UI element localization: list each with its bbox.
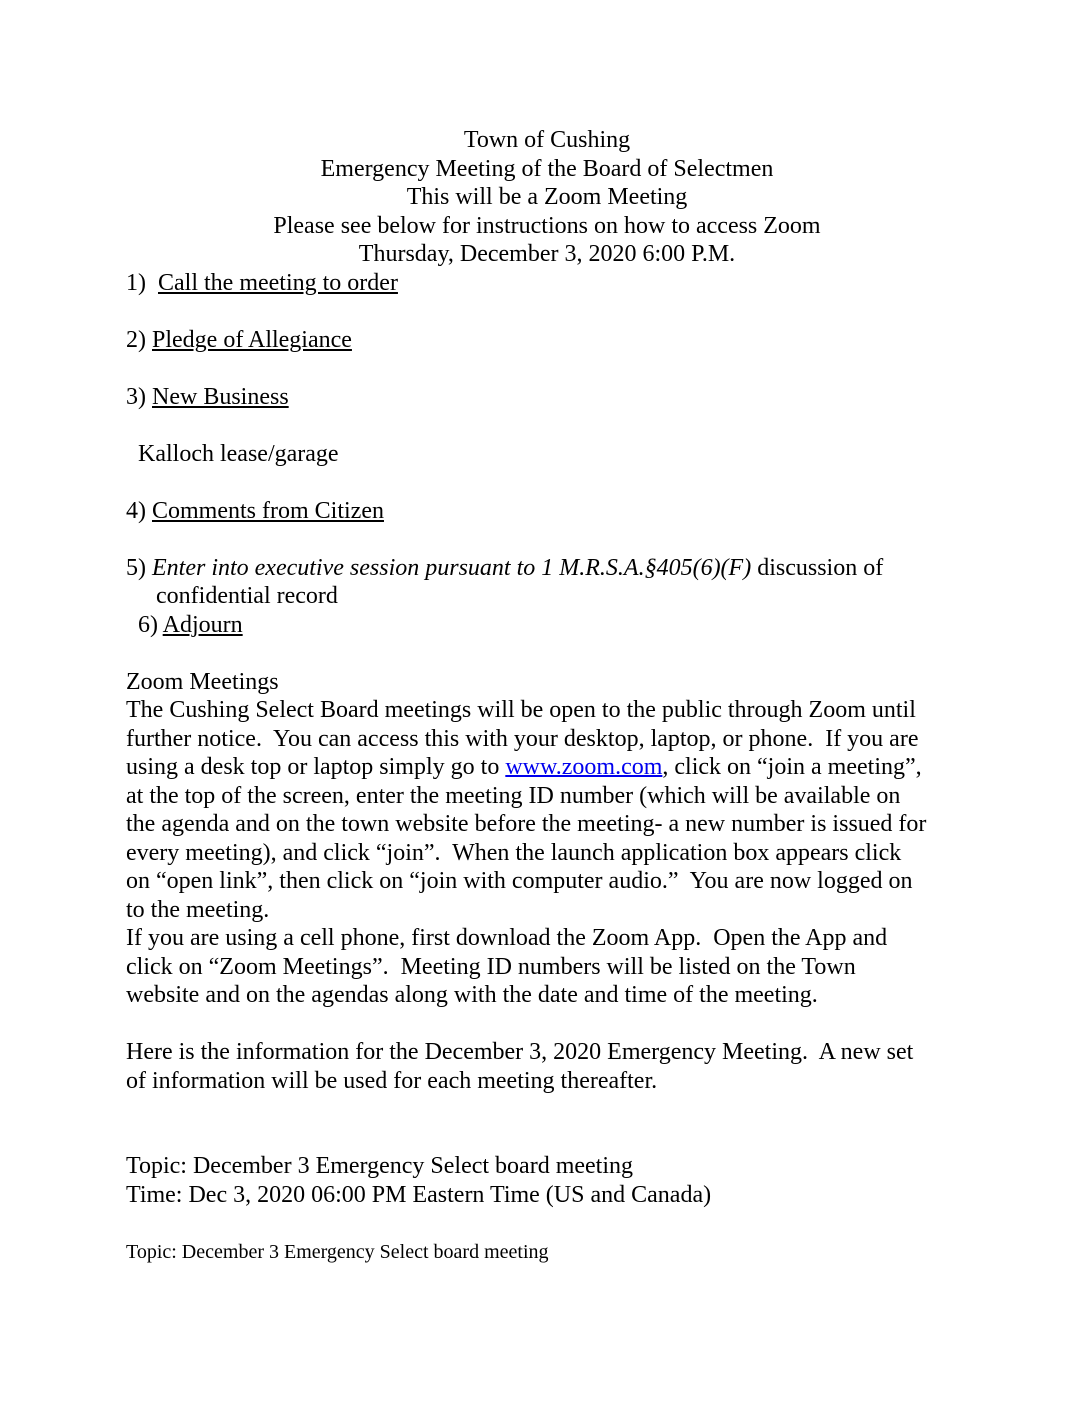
closing-paragraph-line: of information will be used for each meeting thereafter. — [126, 1067, 658, 1094]
doc-title: Town of Cushing — [463, 127, 631, 153]
zoom-paragraph-line: every meeting), and click “join”. When the launch application box appears click — [126, 839, 902, 866]
agenda-item-5-continuation: confidential record — [126, 583, 338, 609]
blank-line — [126, 468, 968, 497]
zoom-link-line — [126, 753, 968, 782]
agenda-item-4-label: Comments from Citizen — [152, 497, 384, 524]
zoom-paragraph-line: on “open link”, then click on “join with computer audio.” You are now logged on — [126, 868, 913, 894]
agenda-item-5-number: 5) — [126, 554, 152, 581]
zoom-paragraph-line: further notice. You can access this with your desktop, laptop, or phone. If you are — [126, 725, 919, 752]
blank-line — [126, 1010, 968, 1039]
doc-subtitle-instructions-note: Please see below for instructions on how to access Zoom — [273, 212, 821, 239]
agenda-item-2 — [126, 326, 968, 355]
zoom-link-line-post: , click on “join a meeting”, — [662, 754, 922, 780]
agenda-item-1-label: Call the meeting to order — [158, 269, 398, 296]
agenda-item-5 — [126, 554, 968, 583]
blank-line — [126, 297, 968, 326]
agenda-item-2-label: Pledge of Allegiance — [152, 326, 352, 353]
zoom-section-heading: Zoom Meetings — [126, 668, 279, 695]
doc-subtitle-meeting-type: Emergency Meeting of the Board of Selectmen — [320, 155, 774, 182]
meeting-topic-line: Topic: December 3 Emergency Select board meeting — [126, 1153, 634, 1179]
agenda-item-3-number: 3) — [126, 383, 152, 410]
doc-subtitle-zoom-note: This will be a Zoom Meeting — [406, 184, 688, 210]
agenda-item-2-number: 2) — [126, 326, 152, 353]
agenda-item-1 — [126, 269, 968, 298]
agenda-item-5-statute-text: Enter into executive session pursuant to 1 M.R.S.A.§405(6)(F) — [152, 554, 752, 581]
blank-line — [126, 411, 968, 440]
meeting-time-line: Time: Dec 3, 2020 06:00 PM Eastern Time (US and Canada) — [126, 1181, 712, 1208]
zoom-paragraph-line: at the top of the screen, enter the meeting ID number (which will be available on — [126, 782, 901, 809]
agenda-item-5-rest: discussion of — [751, 554, 884, 581]
closing-paragraph-line: Here is the information for the December 3, 2020 Emergency Meeting. A new set — [126, 1039, 914, 1065]
blank-line — [126, 639, 968, 668]
doc-date-line: Thursday, December 3, 2020 6:00 P.M. — [358, 241, 736, 267]
agenda-item-4 — [126, 497, 968, 526]
meeting-topic-repeat-line: Topic: December 3 Emergency Select board meeting — [126, 1240, 549, 1263]
zoom-paragraph-line: to the meeting. — [126, 896, 270, 923]
zoom-paragraph-line: The Cushing Select Board meetings will be open to the public through Zoom until — [126, 697, 916, 723]
zoom-link-line-pre: using a desk top or laptop simply go to — [126, 754, 506, 780]
blank-line — [126, 354, 968, 383]
blank-line — [126, 1095, 968, 1124]
blank-line — [126, 1124, 968, 1153]
zoom-paragraph-line: If you are using a cell phone, first download the Zoom App. Open the App and — [126, 925, 888, 951]
blank-line — [126, 525, 968, 554]
agenda-sub-item-kalloch: Kalloch lease/garage — [126, 440, 339, 467]
zoom-paragraph-line: click on “Zoom Meetings”. Meeting ID numbers will be listed on the Town — [126, 953, 856, 980]
agenda-item-3-label: New Business — [152, 383, 289, 410]
zoom-paragraph-line: website and on the agendas along with the date and time of the meeting. — [126, 982, 818, 1008]
agenda-item-4-number: 4) — [126, 497, 152, 524]
blank-line — [126, 1209, 968, 1238]
zoom-website-link[interactable]: www.zoom.com — [505, 754, 663, 780]
agenda-item-3 — [126, 383, 968, 412]
agenda-item-1-number: 1) — [126, 269, 158, 296]
zoom-paragraph-line: the agenda and on the town website before the meeting- a new number is issued for — [126, 811, 927, 837]
agenda-item-6-label: Adjourn — [162, 611, 243, 638]
agenda-item-6-number: 6) — [126, 611, 163, 638]
agenda-item-6 — [126, 611, 968, 640]
